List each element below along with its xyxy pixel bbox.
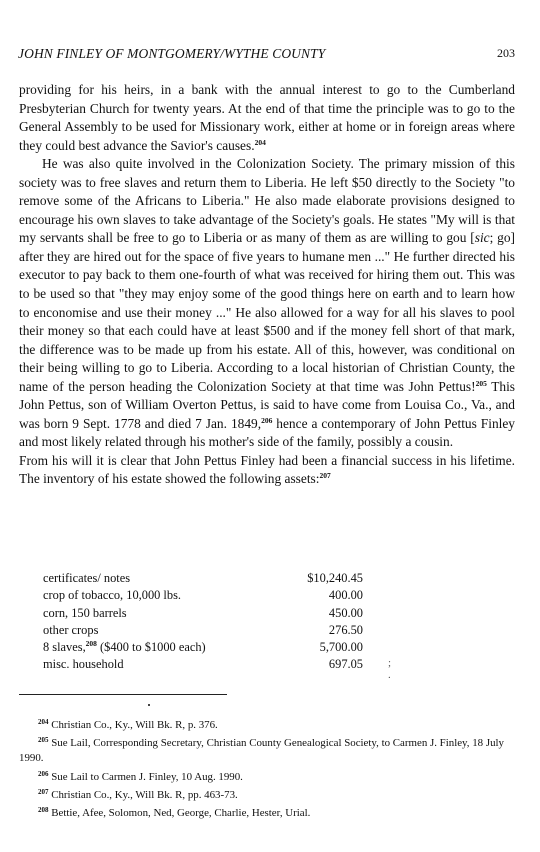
footnote-number: 204 [38,718,49,726]
estate-inventory [43,571,392,682]
footnote [19,736,515,766]
paragraph-1-text: providing for his heirs, in a bank with the annual interest to go to the Cumberland Presbyterian Church for twenty years. At the end of that time the principle was to go to the General Assembly to be used for Missionary work, either at home or in foreign areas where they could best advance the Savior's causes. [19,82,515,153]
inventory-item: certificates/ notes [43,571,131,585]
footnote [19,788,515,803]
footnote-ref-206: 206 [261,415,273,425]
footnote-ref-205: 205 [475,378,487,388]
inventory-item-text: 8 slaves, [43,640,86,655]
inventory-value: 276.50 [328,622,363,637]
paragraph-2 [19,155,515,452]
paragraph-3-text: From his will it is clear that John Pettus Finley had been a financial success in his lifetime. The inventory of his estate showed the following assets: [19,452,515,487]
inventory-value: 450.00 [328,605,363,620]
body-text [19,81,515,489]
footnote [19,718,515,733]
page-number: 203 [497,46,515,60]
inventory-row [43,571,363,588]
paragraph-1 [19,81,515,155]
inventory-item: other crops [43,622,99,637]
paragraph-2-text-a: He was also quite involved in the Colonization Society. The primary mission of this society was to free slaves and return them to Liberia. He left $50 directly to the Society "to remove some of the Africans to Liberia." He also made elaborate provisions designed to encourage his own slaves to take advantage of the Society's goals. He states "My will is that my servants shall be free to go to Liberia or as many of them as are willing to gou [ [19,156,515,246]
footnote-text: Christian Co., Ky., Will Bk. R, pp. 463-73. [48,788,238,801]
paragraph-3 [19,452,515,489]
inventory-value: $10,240.45 [307,571,363,585]
inventory-row [43,606,363,623]
inventory-value: 400.00 [328,588,363,603]
running-head [18,46,518,66]
footnote [19,770,515,785]
paragraph-2-text-b: ; go] after they are hired out for the space of five years to humane men ..." He further directed his executor to pay back to them one-fourth of what was received for hiring them out. This was to be used so that "they may enjoy some of the good things here on earth and to learn how to enconomise and use their money ..." He also allowed for a way for all his slaves to pool their money so that each could have at least $500 and if the money fell short of that mark, the difference was to be made up from his estate. All of this, however, was conditional on their being willing to go to Liberia. According to a local historian of Christian County, the name of the person heading the Colonization Society at that time was John Pettus! [19,230,516,394]
footnote-text: Sue Lail, Corresponding Secretary, Christian County Genealogical Society, to Carmen J. Finley, 18 July 1990. [19,737,505,765]
footnote-number: 206 [38,769,49,778]
inventory-item [43,640,206,655]
paragraph-2-text-d: hence a contemporary of John Pettus Finley and most likely related through his mother's side of the family, possibly a cousin. [19,415,515,450]
footnote-ref-207: 207 [319,471,331,481]
inventory-item: misc. household [43,657,124,672]
inventory-row [43,588,363,605]
inventory-row [43,640,363,657]
footnote-text: Christian Co., Ky., Will Bk. R, p. 376. [48,719,218,731]
footnote-rule [19,694,227,695]
sic-italic: sic [474,230,490,246]
footnote [19,806,515,821]
footnotes [19,718,515,824]
running-title: JOHN FINLEY OF MONTGOMERY/WYTHE COUNTY [18,46,326,61]
inventory-item: crop of tobacco, 10,000 lbs. [43,588,181,603]
inventory-row [43,657,392,682]
footnote-number: 208 [38,806,49,815]
paragraph-2-text-c: This John Pettus, son of William Overton Pettus, is said to have come from Louisa Co., Va., and was born 9 Sept. 1778 and died 7 Jan. 1849, [19,378,515,431]
inventory-item-text: ($400 to $1000 each) [96,640,206,655]
footnote-text: Sue Lail to Carmen J. Finley, 10 Aug. 1990. [48,770,243,783]
footnote-ref-208: 208 [85,639,97,649]
stray-mark: ; . [388,657,392,682]
inventory-item: corn, 150 barrels [43,605,127,620]
footnote-ref-204: 204 [254,137,266,147]
footnote-number: 205 [38,736,49,745]
footnote-text: Bettie, Afee, Solomon, Ned, George, Charlie, Hester, Urial. [48,807,311,820]
inventory-value: 5,700.00 [319,640,363,655]
stray-dot [148,704,150,706]
footnote-number: 207 [38,787,49,796]
inventory-row [43,623,363,640]
inventory-value: 697.05 [328,657,363,672]
